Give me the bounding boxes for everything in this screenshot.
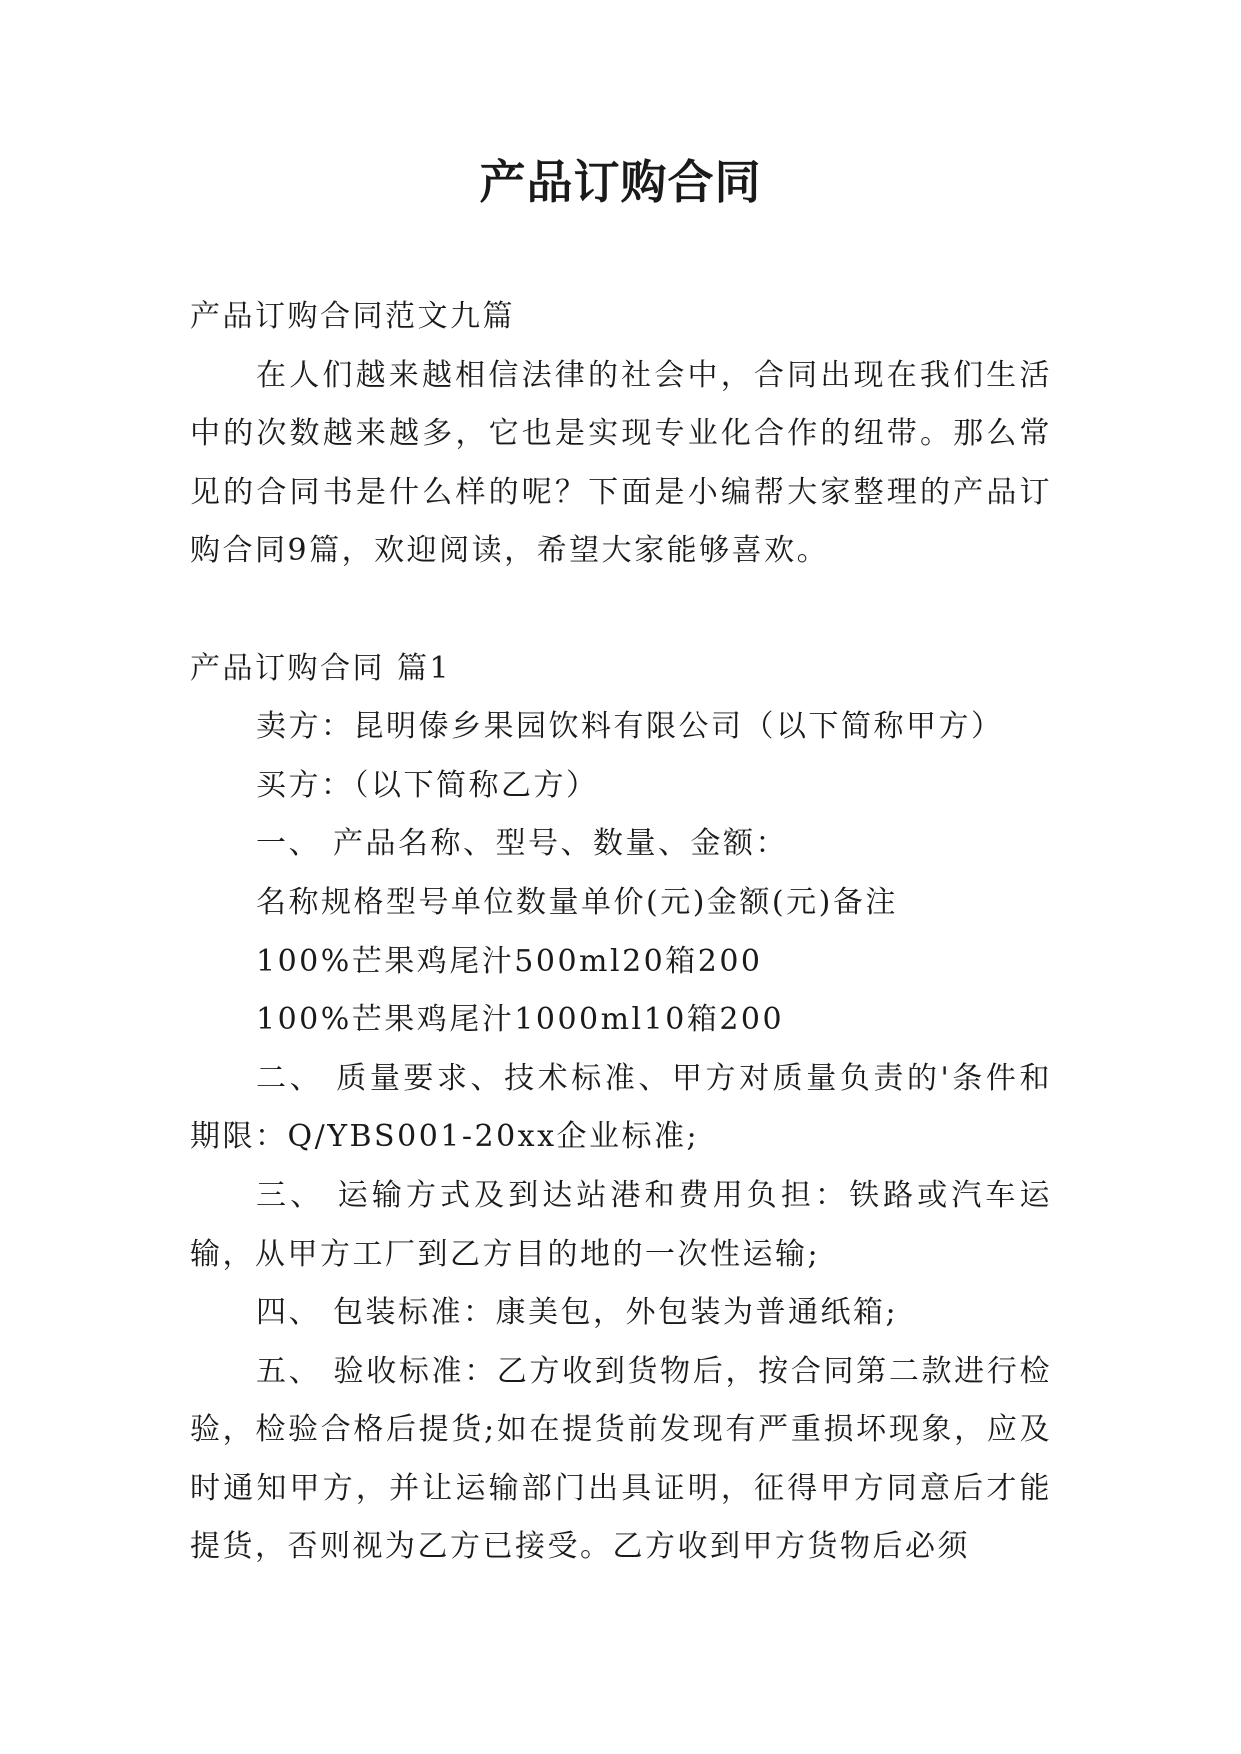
intro-paragraph: 在人们越来越相信法律的社会中，合同出现在我们生活中的次数越来越多，它也是实现专业化合作的纽带。那么常见的合同书是什么样的呢？下面是小编帮大家整理的产品订购合同9篇，欢迎阅读，希望大家能够喜欢。 [190,357,1052,569]
clause-5: 五、 验收标准：乙方收到货物后，按合同第二款进行检验，检验合格后提货;如在提货前发现有严重损坏现象，应及时通知甲方，并让运输部门出具证明，征得甲方同意后才能提货，否则视为乙方已接受。乙方收到甲方货物后必须 [190,1353,1052,1565]
clause-2: 二、 质量要求、技术标准、甲方对质量负责的'条件和期限：Q/YBS001-20xx企业标准; [190,1060,1052,1155]
document-subtitle: 产品订购合同范文九篇 [190,299,515,334]
clause-4: 四、 包装标准：康美包，外包装为普通纸箱; [256,1295,899,1331]
seller-line: 卖方：昆明傣乡果园饮料有限公司（以下简称甲方） [256,709,1004,745]
section-heading: 产品订购合同 篇1 [190,650,452,686]
product-row-2: 100%芒果鸡尾汁1000ml10箱200 [256,1002,785,1038]
product-row-1: 100%芒果鸡尾汁500ml20箱200 [256,943,763,979]
buyer-line: 买方：（以下简称乙方） [256,767,599,803]
document-title: 产品订购合同 [479,155,762,209]
clause-3: 三、 运输方式及到达站港和费用负担：铁路或汽车运输，从甲方工厂到乙方目的地的一次性运输; [190,1177,1052,1272]
document-body [190,288,1052,1577]
paragraph-spacer [190,581,1052,640]
clause-1: 一、 产品名称、型号、数量、金额： [256,826,789,862]
product-table-header: 名称规格型号单位数量单价(元)金额(元)备注 [256,884,898,920]
